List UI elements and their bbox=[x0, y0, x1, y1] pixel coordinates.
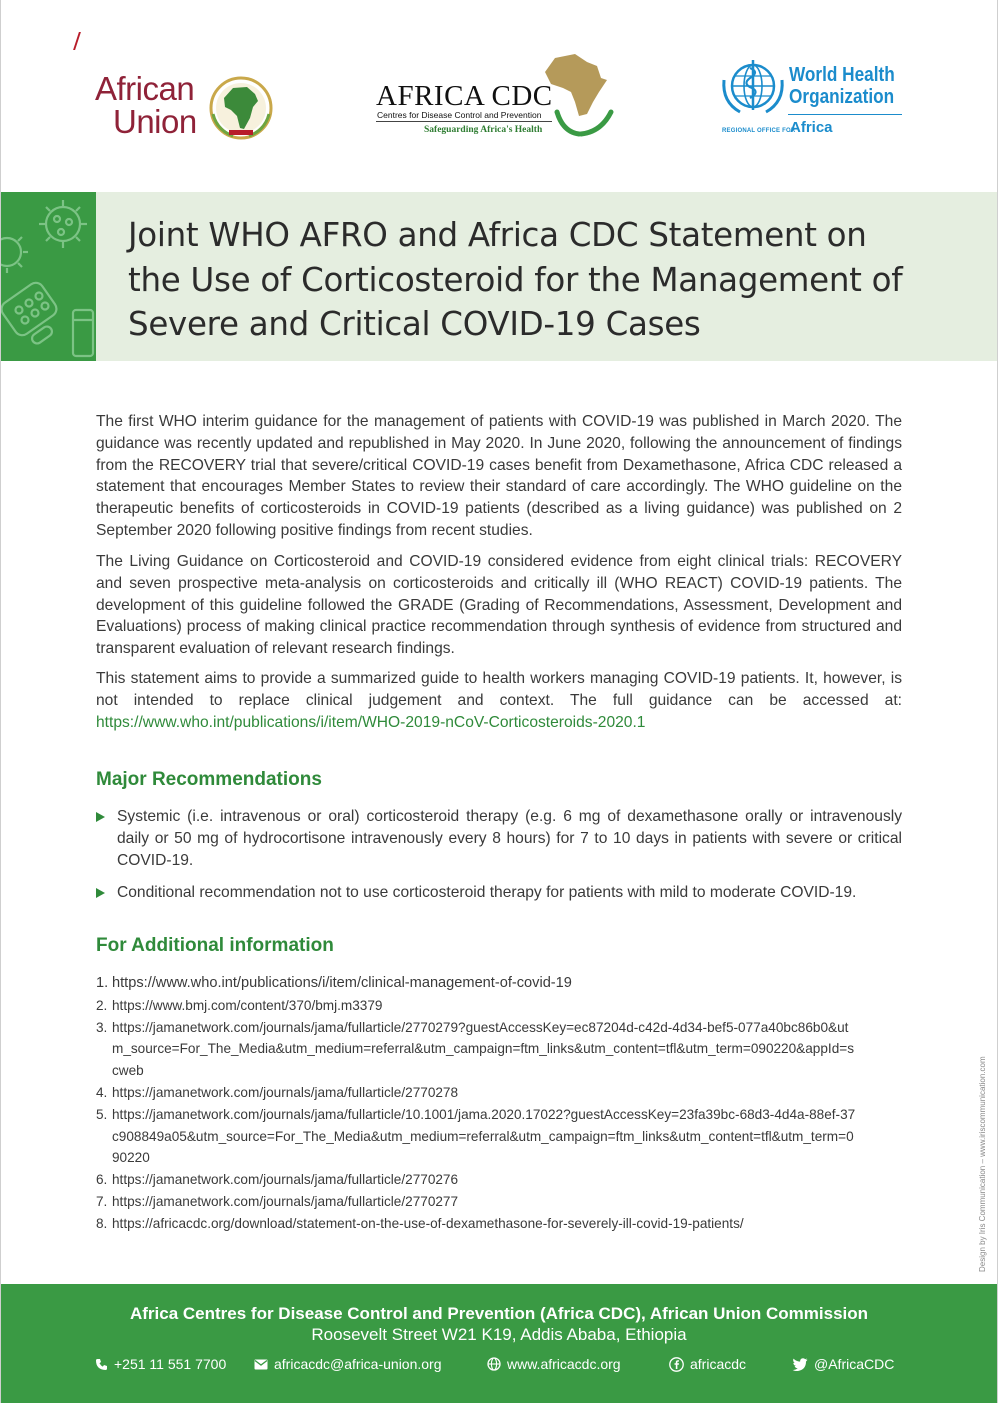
footer bbox=[1, 1284, 997, 1403]
reference-number: 3. bbox=[96, 1019, 108, 1035]
reference-item[interactable] bbox=[96, 1213, 856, 1235]
purpose-text: This statement aims to provide a summarized guide to health workers managing COVID-19 patients. It, however, is not intended to replace clinical judgement and context. The full guidance can be accessed at: bbox=[96, 670, 902, 709]
cdc-logo-title: AFRICA CDC bbox=[376, 80, 553, 112]
reference-url[interactable]: https://jamanetwork.com/journals/jama/fullarticle/2770277 bbox=[112, 1193, 459, 1209]
virus-pill-pattern bbox=[1, 192, 96, 361]
reference-url[interactable]: https://jamanetwork.com/journals/jama/fullarticle/2770276 bbox=[112, 1172, 459, 1188]
reference-item[interactable] bbox=[96, 995, 856, 1017]
reference-url[interactable]: https://www.who.int/publications/i/item/clinical-management-of-covid-19 bbox=[112, 975, 572, 991]
african-union-logo bbox=[95, 72, 285, 144]
reference-url[interactable]: https://jamanetwork.com/journals/jama/fullarticle/10.1001/jama.2020.17022?guestAccessKey=23fa39bc-68d3-4d4a-88ef-37c908849a05&utm_source=For_The_Media&utm_medium=referral&utm_campaign=ftm_links&utm_content=tfl&utm_term=090220 bbox=[112, 1106, 856, 1166]
reference-number: 4. bbox=[96, 1084, 108, 1100]
design-credit: Design by Iris Communication – www.iriscommunication.com bbox=[978, 1056, 987, 1272]
footer-website[interactable] bbox=[487, 1356, 621, 1372]
cdc-logo-subtitle: Centres for Disease Control and Prevention bbox=[377, 110, 542, 120]
title-line-2: the Use of Corticosteroid for the Management of bbox=[128, 260, 903, 299]
footer-twitter[interactable] bbox=[792, 1356, 894, 1372]
reference-url[interactable]: https://africacdc.org/download/statement-on-the-use-of-dexamethasone-for-severely-ill-covid-19-patients/ bbox=[112, 1215, 744, 1231]
who-logo-region-label: REGIONAL OFFICE FOR bbox=[722, 128, 796, 134]
recommendation-item bbox=[96, 806, 902, 871]
reference-number: 6. bbox=[96, 1172, 108, 1188]
au-logo-line2: Union bbox=[113, 103, 197, 140]
recommendation-text: Systemic (i.e. intravenous or oral) corticosteroid therapy (e.g. 6 mg of dexamethasone orally or intravenously daily or 50 mg of hydrocortisone intravenously every 8 hours) for 7 to 10 days in patients with severe or critical COVID-19. bbox=[117, 808, 902, 869]
title-line-3: Severe and Critical COVID-19 Cases bbox=[128, 305, 701, 343]
footer-address: Roosevelt Street W21 K19, Addis Ababa, Ethiopia bbox=[311, 1325, 687, 1344]
globe-icon bbox=[487, 1357, 501, 1371]
reference-item[interactable] bbox=[96, 973, 856, 995]
reference-url[interactable]: https://jamanetwork.com/journals/jama/fullarticle/2770279?guestAccessKey=ec87204d-c42d-4d34-bef5-077a40bc86b0&utm_source=For_The_Media&utm_medium=referral&utm_campaign=ftm_links&utm_content=tfl&utm_term=090220&appId=scweb bbox=[112, 1019, 855, 1079]
triangle-bullet-icon bbox=[96, 812, 105, 822]
who-logo-region: Africa bbox=[790, 119, 833, 136]
email-address: africacdc@africa-union.org bbox=[274, 1356, 442, 1372]
who-emblem-icon bbox=[720, 58, 786, 118]
reference-item[interactable] bbox=[96, 1082, 856, 1104]
recommendations-list bbox=[96, 806, 902, 915]
guidance-link[interactable]: https://www.who.int/publications/i/item/WHO-2019-nCoV-Corticosteroids-2020.1 bbox=[96, 713, 646, 731]
facebook-icon bbox=[669, 1357, 684, 1372]
africa-map-hands-icon bbox=[541, 50, 617, 140]
reference-url[interactable]: https://www.bmj.com/content/370/bmj.m3379 bbox=[112, 997, 383, 1013]
title-line-1: Joint WHO AFRO and Africa CDC Statement on bbox=[128, 216, 867, 254]
reference-item[interactable] bbox=[96, 1169, 856, 1191]
footer-organization: Africa Centres for Disease Control and Prevention (Africa CDC), African Union Commission bbox=[129, 1304, 869, 1323]
reference-item[interactable] bbox=[96, 1017, 856, 1082]
twitter-bird-icon bbox=[792, 1358, 808, 1371]
footer-email[interactable] bbox=[254, 1356, 442, 1372]
africa-cdc-logo bbox=[376, 50, 626, 142]
statement-purpose-paragraph bbox=[96, 668, 902, 733]
major-recommendations-heading: Major Recommendations bbox=[96, 769, 322, 790]
reference-item[interactable] bbox=[96, 1104, 856, 1169]
page-title bbox=[128, 213, 948, 347]
living-guidance-paragraph: The Living Guidance on Corticosteroid and COVID-19 considered evidence from eight clinical trials: RECOVERY and seven prospective meta-analysis on corticosteroids and critically ill (WHO REACT) COVID-19 patients. The development of this guideline followed the GRADE (Grading of Recommendations, Assessment, Development and Evaluations) process of making clinical practice recommendation through synthesis of evidence from structured and transparent evaluation of relevant research findings. bbox=[96, 553, 902, 658]
cdc-logo-tagline: Safeguarding Africa's Health bbox=[424, 125, 543, 135]
envelope-icon bbox=[254, 1359, 268, 1370]
footer-contacts bbox=[1, 1356, 997, 1376]
phone-number: +251 11 551 7700 bbox=[114, 1356, 227, 1372]
reference-number: 8. bbox=[96, 1215, 108, 1231]
reference-number: 1. bbox=[96, 975, 109, 991]
reference-number: 2. bbox=[96, 997, 108, 1013]
virus-pattern-icon bbox=[1, 192, 96, 361]
recommendation-text: Conditional recommendation not to use corticosteroid therapy for patients with mild to moderate COVID-19. bbox=[117, 884, 857, 902]
additional-information-heading: For Additional information bbox=[96, 935, 334, 956]
recommendation-item bbox=[96, 882, 902, 904]
who-logo-line2: Organization bbox=[789, 86, 895, 108]
who-logo-rule bbox=[788, 114, 902, 115]
twitter-handle: @AfricaCDC bbox=[814, 1356, 895, 1372]
footer-phone[interactable] bbox=[95, 1356, 226, 1372]
references-list bbox=[96, 973, 856, 1235]
who-africa-logo bbox=[720, 56, 920, 142]
website-url: www.africacdc.org bbox=[507, 1356, 621, 1372]
phone-icon bbox=[95, 1358, 108, 1371]
reference-number: 5. bbox=[96, 1106, 108, 1122]
footer-facebook[interactable] bbox=[669, 1356, 746, 1372]
cdc-logo-rule bbox=[376, 121, 552, 122]
triangle-bullet-icon bbox=[96, 888, 105, 898]
who-logo-line1: World Health bbox=[789, 64, 895, 86]
au-emblem-icon bbox=[203, 74, 277, 142]
au-logo-line1: African bbox=[95, 70, 195, 107]
reference-number: 7. bbox=[96, 1193, 108, 1209]
reference-item[interactable] bbox=[96, 1191, 856, 1213]
facebook-handle: africacdc bbox=[690, 1356, 747, 1372]
reference-url[interactable]: https://jamanetwork.com/journals/jama/fullarticle/2770278 bbox=[112, 1084, 459, 1100]
intro-paragraph: The first WHO interim guidance for the management of patients with COVID-19 was published in March 2020. The guidance was recently updated and republished in May 2020. In June 2020, following the announcement of findings from the RECOVERY trial that severe/critical COVID-19 cases benefit from Dexamethasone, Africa CDC released a statement that encourages Member States to review their standard of care accordingly. The WHO guideline on the therapeutic benefits of corticosteroids in COVID-19 patients (described as a living guidance) was published on 2 September 2020 following positive findings from recent studies. bbox=[96, 413, 902, 539]
